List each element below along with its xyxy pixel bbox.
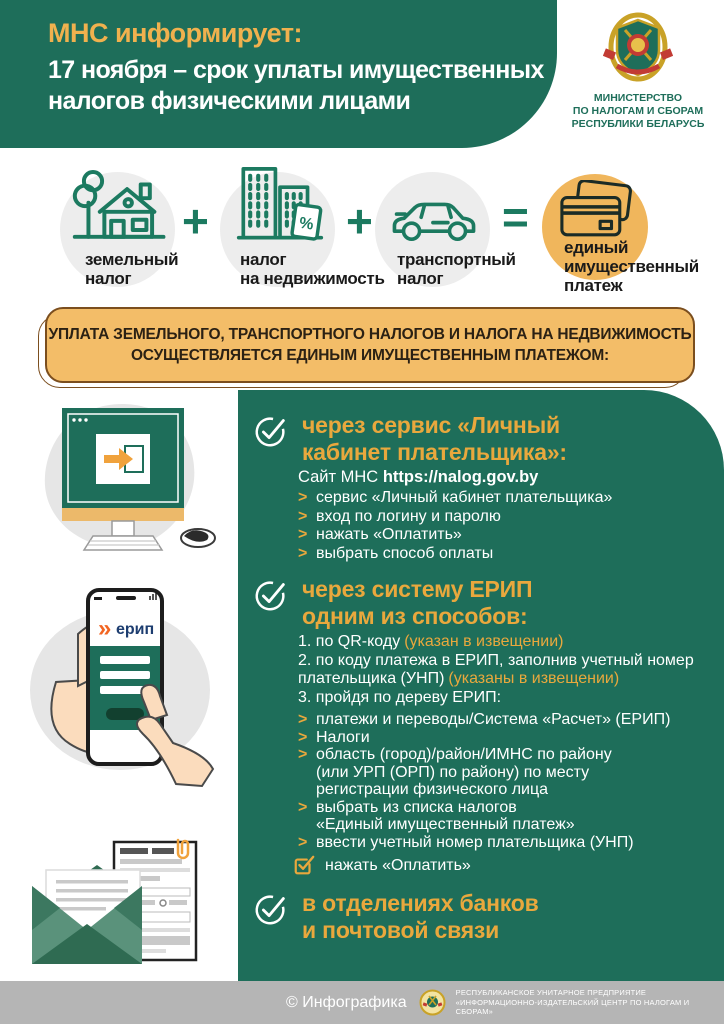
banner-text (45, 307, 695, 383)
arrow-marker: > (298, 507, 308, 525)
tax-item-unified-payment (540, 150, 699, 307)
arrow-marker: > (298, 728, 308, 746)
tax-label: земельный налог (85, 250, 179, 288)
checkbox-check-icon (293, 855, 315, 877)
pay-confirm-item: нажать «Оплатить» (293, 855, 471, 877)
header-kicker: МНС информирует: (48, 18, 303, 48)
publisher-line-1: РЕСПУБЛИКАНСКОЕ УНИТАРНОЕ ПРЕДПРИЯТИЕ (455, 988, 647, 998)
list-item: > платежи и переводы/Система «Расчет» (ЕРИП) (298, 711, 671, 728)
ministry-emblem-icon (603, 8, 673, 84)
plus-sign: + (346, 195, 373, 247)
list-item: > выбрать из списка налогов «Единый имущественный платеж» (298, 798, 575, 833)
house-land-icon (68, 164, 168, 246)
tax-label: транспортный налог (397, 250, 516, 288)
arrow-marker: > (298, 544, 308, 562)
check-circle-icon (252, 576, 290, 614)
unified-payment-banner (45, 307, 695, 383)
erip-logo-chevron: » (98, 615, 112, 642)
plus-sign: + (182, 195, 209, 247)
list-item: > область (город)/район/ИМНС по району (или УРП (ОРП) по району) по месту регистрации физического лица (298, 746, 612, 798)
publisher-name (456, 988, 724, 1017)
list-item: > сервис «Личный кабинет плательщика» (298, 489, 613, 506)
list-item: > ввести учетный номер плательщика (УНП) (298, 833, 634, 851)
arrow-marker: > (298, 711, 308, 728)
site-label: Сайт МНС (298, 468, 379, 486)
section-title: в отделениях банков и почтовой связи (302, 890, 539, 943)
percent-badge: % (298, 213, 315, 234)
real-estate-icon (234, 162, 326, 248)
check-circle-icon (252, 890, 290, 928)
notice-note: (указан в извещении) (404, 633, 564, 650)
arrow-marker: > (298, 798, 308, 816)
publisher-logo-icon (419, 989, 446, 1016)
ministry-line-3: РЕСПУБЛИКИ БЕЛАРУСЬ (571, 118, 705, 130)
publisher-line-2: «ИНФОРМАЦИОННО-ИЗДАТЕЛЬСКИЙ ЦЕНТР ПО НАЛОГАМ И СБОРАМ» (455, 997, 690, 1017)
list-item: > Налоги (298, 728, 370, 746)
tax-item-transport (375, 150, 516, 307)
title-line-1: 17 ноября – срок уплаты имущественных (48, 56, 544, 84)
car-icon (385, 182, 483, 244)
banner-line-2: ОСУЩЕСТВЛЯЕТСЯ ЕДИНЫМ ИМУЩЕСТВЕННЫМ ПЛАТЕЖОМ: (130, 347, 610, 364)
arrow-marker: > (298, 833, 308, 851)
section-banks-heading (252, 890, 539, 944)
ministry-line-1: МИНИСТЕРСТВО (593, 92, 683, 104)
banner-line-1: УПЛАТА ЗЕМЕЛЬНОГО, ТРАНСПОРТНОГО НАЛОГОВ И НАЛОГА НА НЕДВИЖИМОСТЬ (48, 326, 692, 343)
check-circle-icon (252, 412, 290, 450)
list-item: > выбрать способ оплаты (298, 544, 494, 562)
site-url: https://nalog.gov.by (382, 468, 539, 486)
ministry-line-2: ПО НАЛОГАМ И СБОРАМ (572, 105, 704, 117)
erip-tree-list (298, 711, 688, 851)
arrow-marker: > (298, 526, 308, 543)
footer-bar (0, 981, 724, 1024)
page-title (48, 55, 544, 117)
numbered-item: 1. по QR-коду (указан в извещении) (298, 633, 564, 650)
payment-methods-panel (238, 390, 724, 981)
tax-label: налог на недвижимость (240, 250, 385, 288)
list-item: > вход по логину и паролю (298, 507, 501, 525)
arrow-marker: > (298, 746, 308, 763)
section-cabinet-heading (252, 412, 567, 466)
erip-numbered-list (298, 633, 696, 707)
erip-logo-text: ерип (116, 621, 155, 638)
erip-phone-illustration (18, 574, 223, 796)
arrow-marker: > (298, 489, 308, 506)
tax-item-land (60, 150, 180, 307)
title-line-2: налогов физическими лицами (48, 87, 411, 115)
numbered-item: 2. по коду платежа в ЕРИП, заполнив учетный номер плательщика (УНП) (указаны в извещении) (298, 651, 694, 687)
header-card (0, 0, 557, 148)
credit-card-icon (556, 180, 636, 242)
equals-sign: = (502, 191, 529, 243)
tax-notice-mail-illustration (26, 836, 216, 976)
notice-note: (указаны в извещении) (448, 670, 620, 687)
cabinet-steps-list (298, 489, 612, 563)
ministry-block (556, 8, 720, 131)
tax-label: единый имущественный платеж (564, 238, 699, 295)
ministry-name (556, 92, 720, 131)
section-title: через систему ЕРИП одним из способов: (302, 576, 533, 629)
section-title: через сервис «Личный кабинет плательщика»: (302, 412, 567, 465)
mns-site-line (298, 468, 538, 487)
copyright-text: © Инфографика (286, 993, 407, 1011)
numbered-item: 3. пройдя по дереву ЕРИП: (298, 688, 502, 706)
taxes-equation-row (0, 150, 724, 307)
section-erip-heading (252, 576, 532, 630)
list-item: > нажать «Оплатить» (298, 526, 462, 543)
computer-login-illustration (22, 398, 222, 570)
tax-item-real-estate (220, 150, 385, 307)
